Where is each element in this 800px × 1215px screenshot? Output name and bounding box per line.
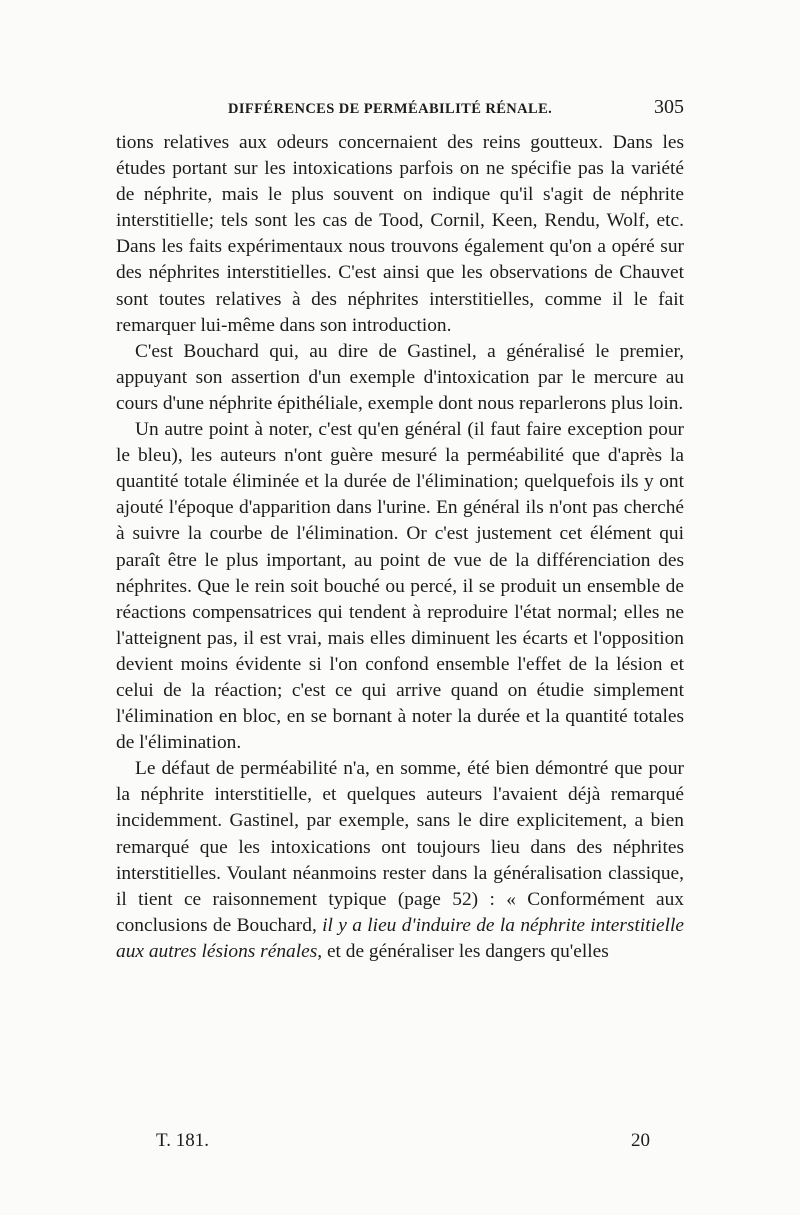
- paragraph-elimination: Un autre point à noter, c'est qu'en général (il faut faire exception pour le bleu), les auteurs n'ont guère mesuré la perméabilité que d'après la quantité totale éliminée et la durée de l'élimination; quelquefois ils y ont ajouté l'époque d'apparition dans l'urine. En général ils n'ont pas cherché à suivre la courbe de l'élimination. Or c'est justement cet élément qui paraît être le plus important, au point de vue de la différenciation des néphrites. Que le rein soit bouché ou percé, il se produit un ensemble de réactions compensatrices qui tendent à reproduire l'état normal; elles ne l'atteignent pas, il est vrai, mais elles diminuent les écarts et l'opposition devient moins évidente si l'on confond ensemble l'effet de la lésion et celui de la réaction; c'est ce qui arrive quand on étudie simplement l'élimination en bloc, en se bornant à noter la durée et la quantité totales de l'élimination.: [116, 419, 684, 754]
- paragraph-text-after-quote: , et de généraliser les dangers qu'elles: [317, 940, 609, 962]
- italic-quotation: il y a lieu d'induire de la néphrite interstitielle aux autres lésions rénales: [116, 914, 684, 962]
- sheet-number: 20: [631, 1130, 650, 1151]
- signature-mark: T. 181.: [156, 1130, 209, 1151]
- running-title: DIFFÉRENCES DE PERMÉABILITÉ RÉNALE.: [228, 101, 553, 117]
- paragraph-permeability: [116, 756, 684, 965]
- paragraph-bouchard: C'est Bouchard qui, au dire de Gastinel, a généralisé le premier, appuyant son assertion d'un exemple d'intoxication par le mercure au cours d'une néphrite épithéliale, exemple dont nous reparlerons plus loin.: [116, 340, 684, 414]
- book-page: [116, 96, 684, 965]
- page-footer: [156, 1130, 650, 1152]
- body-text: [116, 130, 684, 965]
- running-head: [116, 96, 684, 130]
- paragraph-text-before-quote: Le défaut de perméabilité n'a, en somme, été bien démontré que pour la néphrite interstitielle, et quelques auteurs l'avaient déjà remarqué incidemment. Gastinel, par exemple, sans le dire explicitement, a bien remarqué que les intoxications ont toujours lieu dans des néphrites interstitielles. Voulant néanmoins rester dans la généralisation classique, il tient ce raisonnement typique (page 52) : « Conformément aux conclusions de Bouchard,: [116, 758, 684, 936]
- page-number: 305: [654, 96, 684, 118]
- paragraph-continued: tions relatives aux odeurs concernaient des reins goutteux. Dans les études portant sur les intoxications parfois on ne spécifie pas la variété de néphrite, mais le plus souvent on indique qu'il s'agit de néphrite interstitielle; tels sont les cas de Tood, Cornil, Keen, Rendu, Wolf, etc. Dans les faits expérimentaux nous trouvons également qu'on a opéré sur des néphrites interstitielles. C'est ainsi que les observations de Chauvet sont toutes relatives à des néphrites interstitielles, comme il le fait remarquer lui-même dans son introduction.: [116, 132, 684, 336]
